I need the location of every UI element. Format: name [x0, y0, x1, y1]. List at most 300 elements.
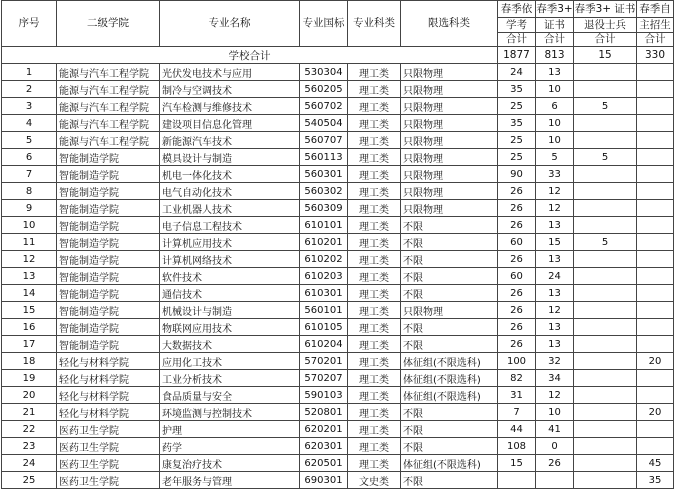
- cell-spring-self: [637, 98, 674, 115]
- cell-spring-vet: [574, 438, 637, 455]
- cell-category: 理工类: [348, 132, 401, 149]
- cell-code: 610301: [300, 285, 348, 302]
- cell-category: 理工类: [348, 387, 401, 404]
- cell-spring3: 33: [536, 166, 574, 183]
- cell-spring-exam: 7: [498, 404, 536, 421]
- cell-major: 计算机应用技术: [160, 234, 300, 251]
- cell-spring-vet: [574, 455, 637, 472]
- cell-spring-vet: [574, 268, 637, 285]
- cell-restriction: 不限: [401, 438, 498, 455]
- table-row: [2, 438, 674, 455]
- cell-spring-vet: [574, 166, 637, 183]
- table-row: [2, 115, 674, 132]
- total-label: 学校合计: [2, 47, 498, 64]
- cell-spring3: 10: [536, 115, 574, 132]
- table-row: [2, 353, 674, 370]
- table-row: [2, 166, 674, 183]
- cell-spring-exam: 25: [498, 132, 536, 149]
- cell-spring-vet: 5: [574, 234, 637, 251]
- cell-college: 轻化与材料学院: [57, 404, 160, 421]
- cell-category: 理工类: [348, 404, 401, 421]
- cell-no: 14: [2, 285, 57, 302]
- cell-college: 能源与汽车工程学院: [57, 115, 160, 132]
- cell-spring-exam: 60: [498, 234, 536, 251]
- cell-spring-exam: 26: [498, 319, 536, 336]
- cell-no: 4: [2, 115, 57, 132]
- cell-restriction: 只限物理: [401, 183, 498, 200]
- cell-code: 590103: [300, 387, 348, 404]
- cell-category: 理工类: [348, 81, 401, 98]
- cell-spring3: 13: [536, 64, 574, 81]
- table-row: [2, 404, 674, 421]
- cell-code: 610101: [300, 217, 348, 234]
- cell-spring3: 12: [536, 200, 574, 217]
- cell-major: 物联网应用技术: [160, 319, 300, 336]
- cell-college: 能源与汽车工程学院: [57, 98, 160, 115]
- cell-spring-self: 35: [637, 472, 674, 489]
- cell-spring3: 0: [536, 438, 574, 455]
- cell-code: 560113: [300, 149, 348, 166]
- cell-spring-vet: 5: [574, 149, 637, 166]
- cell-college: 智能制造学院: [57, 217, 160, 234]
- cell-category: 理工类: [348, 234, 401, 251]
- cell-spring-exam: 26: [498, 285, 536, 302]
- cell-spring-exam: 15: [498, 455, 536, 472]
- cell-restriction: 只限物理: [401, 115, 498, 132]
- cell-code: 570207: [300, 370, 348, 387]
- header-code: 专业国标: [300, 1, 348, 47]
- cell-spring3: 13: [536, 319, 574, 336]
- header-spring-exam-sum: 合计: [498, 33, 536, 47]
- header-spring-exam-line1: 春季依: [498, 1, 536, 18]
- cell-code: 620301: [300, 438, 348, 455]
- cell-spring-vet: [574, 302, 637, 319]
- cell-code: 560302: [300, 183, 348, 200]
- cell-category: 文史类: [348, 472, 401, 489]
- cell-spring-exam: 82: [498, 370, 536, 387]
- cell-spring3: 24: [536, 268, 574, 285]
- cell-restriction: 只限物理: [401, 302, 498, 319]
- cell-spring-self: [637, 217, 674, 234]
- cell-spring3: [536, 472, 574, 489]
- cell-college: 医药卫生学院: [57, 472, 160, 489]
- cell-restriction: 不限: [401, 217, 498, 234]
- cell-spring-exam: [498, 472, 536, 489]
- table-row: [2, 370, 674, 387]
- cell-restriction: 体征组(不限选科): [401, 353, 498, 370]
- header-spring-self-line1: 春季自: [637, 1, 674, 18]
- cell-spring3: 41: [536, 421, 574, 438]
- cell-spring-vet: [574, 370, 637, 387]
- cell-spring-self: [637, 234, 674, 251]
- cell-spring-exam: 26: [498, 302, 536, 319]
- cell-spring-self: [637, 387, 674, 404]
- cell-code: 690301: [300, 472, 348, 489]
- cell-major: 机电一体化技术: [160, 166, 300, 183]
- table-row: [2, 336, 674, 353]
- header-spring3-sum: 合计: [536, 33, 574, 47]
- cell-no: 22: [2, 421, 57, 438]
- header-major-name: 专业名称: [160, 1, 300, 47]
- cell-restriction: 只限物理: [401, 149, 498, 166]
- table-row: [2, 285, 674, 302]
- table-row: [2, 421, 674, 438]
- table-row: [2, 132, 674, 149]
- cell-restriction: 不限: [401, 404, 498, 421]
- cell-spring3: 15: [536, 234, 574, 251]
- cell-college: 智能制造学院: [57, 268, 160, 285]
- cell-spring-exam: 26: [498, 336, 536, 353]
- cell-code: 560301: [300, 166, 348, 183]
- table-row: [2, 234, 674, 251]
- cell-restriction: 不限: [401, 285, 498, 302]
- cell-spring-self: [637, 183, 674, 200]
- cell-spring3: 34: [536, 370, 574, 387]
- header-spring-exam-line2: 学考: [498, 18, 536, 33]
- cell-spring3: 13: [536, 251, 574, 268]
- cell-restriction: 不限: [401, 319, 498, 336]
- cell-category: 理工类: [348, 302, 401, 319]
- cell-spring-exam: 44: [498, 421, 536, 438]
- cell-spring-vet: [574, 251, 637, 268]
- cell-college: 能源与汽车工程学院: [57, 132, 160, 149]
- cell-spring-exam: 25: [498, 149, 536, 166]
- cell-spring-vet: [574, 421, 637, 438]
- cell-no: 25: [2, 472, 57, 489]
- cell-spring-vet: [574, 200, 637, 217]
- cell-no: 3: [2, 98, 57, 115]
- cell-restriction: 体征组(不限选科): [401, 455, 498, 472]
- cell-college: 智能制造学院: [57, 302, 160, 319]
- cell-college: 智能制造学院: [57, 183, 160, 200]
- cell-restriction: 只限物理: [401, 98, 498, 115]
- cell-spring-vet: [574, 64, 637, 81]
- cell-restriction: 体征组(不限选科): [401, 387, 498, 404]
- cell-spring-exam: 35: [498, 81, 536, 98]
- cell-code: 560101: [300, 302, 348, 319]
- cell-restriction: 不限: [401, 336, 498, 353]
- cell-category: 理工类: [348, 166, 401, 183]
- cell-no: 18: [2, 353, 57, 370]
- cell-no: 23: [2, 438, 57, 455]
- cell-major: 电气自动化技术: [160, 183, 300, 200]
- table-row: [2, 64, 674, 81]
- cell-spring-self: [637, 268, 674, 285]
- table-row: [2, 149, 674, 166]
- cell-no: 11: [2, 234, 57, 251]
- cell-no: 12: [2, 251, 57, 268]
- table-row: [2, 268, 674, 285]
- cell-category: 理工类: [348, 421, 401, 438]
- cell-spring-self: [637, 302, 674, 319]
- cell-no: 5: [2, 132, 57, 149]
- cell-major: 新能源汽车技术: [160, 132, 300, 149]
- cell-spring3: 10: [536, 132, 574, 149]
- cell-restriction: 不限: [401, 268, 498, 285]
- header-spring-vet-sum: 合计: [574, 33, 637, 47]
- cell-spring3: 13: [536, 336, 574, 353]
- cell-no: 16: [2, 319, 57, 336]
- cell-code: 610201: [300, 234, 348, 251]
- header-college: 二级学院: [57, 1, 160, 47]
- cell-no: 19: [2, 370, 57, 387]
- header-spring-vet-line2: 退役士兵: [574, 18, 637, 33]
- cell-no: 20: [2, 387, 57, 404]
- table-row: [2, 217, 674, 234]
- cell-no: 24: [2, 455, 57, 472]
- cell-major: 汽车检测与维修技术: [160, 98, 300, 115]
- header-no: 序号: [2, 1, 57, 47]
- table-row: [2, 200, 674, 217]
- cell-restriction: 不限: [401, 234, 498, 251]
- cell-spring-exam: 24: [498, 64, 536, 81]
- cell-spring-vet: [574, 285, 637, 302]
- cell-spring3: 6: [536, 98, 574, 115]
- cell-college: 智能制造学院: [57, 166, 160, 183]
- header-category: 专业科类: [348, 1, 401, 47]
- cell-no: 8: [2, 183, 57, 200]
- cell-spring-self: [637, 285, 674, 302]
- cell-college: 医药卫生学院: [57, 455, 160, 472]
- cell-spring3: 10: [536, 81, 574, 98]
- cell-college: 轻化与材料学院: [57, 353, 160, 370]
- cell-major: 计算机网络技术: [160, 251, 300, 268]
- cell-no: 13: [2, 268, 57, 285]
- cell-spring-self: [637, 336, 674, 353]
- cell-spring3: 5: [536, 149, 574, 166]
- cell-category: 理工类: [348, 353, 401, 370]
- cell-major: 机械设计与制造: [160, 302, 300, 319]
- cell-spring-self: [637, 149, 674, 166]
- cell-spring-exam: 25: [498, 98, 536, 115]
- cell-spring3: 12: [536, 183, 574, 200]
- cell-spring-self: [637, 200, 674, 217]
- cell-code: 540504: [300, 115, 348, 132]
- cell-category: 理工类: [348, 149, 401, 166]
- cell-spring-vet: [574, 319, 637, 336]
- cell-category: 理工类: [348, 370, 401, 387]
- cell-no: 9: [2, 200, 57, 217]
- cell-major: 老年服务与管理: [160, 472, 300, 489]
- table-header: [2, 1, 674, 47]
- cell-spring-exam: 26: [498, 251, 536, 268]
- cell-spring3: 13: [536, 285, 574, 302]
- cell-spring-vet: [574, 404, 637, 421]
- cell-spring-exam: 60: [498, 268, 536, 285]
- table-row: [2, 98, 674, 115]
- cell-spring-self: 20: [637, 353, 674, 370]
- cell-college: 能源与汽车工程学院: [57, 81, 160, 98]
- cell-restriction: 只限物理: [401, 166, 498, 183]
- cell-code: 570201: [300, 353, 348, 370]
- cell-code: 620201: [300, 421, 348, 438]
- cell-major: 药学: [160, 438, 300, 455]
- cell-college: 智能制造学院: [57, 200, 160, 217]
- table-row: [2, 183, 674, 200]
- cell-spring-self: [637, 64, 674, 81]
- cell-major: 环境监测与控制技术: [160, 404, 300, 421]
- cell-restriction: 只限物理: [401, 200, 498, 217]
- cell-major: 康复治疗技术: [160, 455, 300, 472]
- cell-category: 理工类: [348, 251, 401, 268]
- cell-restriction: 体征组(不限选科): [401, 370, 498, 387]
- cell-spring-self: [637, 251, 674, 268]
- table-row: [2, 251, 674, 268]
- cell-spring-vet: [574, 183, 637, 200]
- cell-spring-self: [637, 319, 674, 336]
- cell-spring3: 10: [536, 404, 574, 421]
- cell-spring-exam: 90: [498, 166, 536, 183]
- cell-major: 软件技术: [160, 268, 300, 285]
- cell-college: 智能制造学院: [57, 319, 160, 336]
- header-spring3-line2: 证书: [536, 18, 574, 33]
- cell-restriction: 只限物理: [401, 64, 498, 81]
- cell-spring-vet: [574, 115, 637, 132]
- cell-restriction: 只限物理: [401, 132, 498, 149]
- cell-spring3: 12: [536, 387, 574, 404]
- cell-spring-self: [637, 132, 674, 149]
- cell-spring-self: [637, 115, 674, 132]
- cell-no: 17: [2, 336, 57, 353]
- cell-spring-vet: 5: [574, 98, 637, 115]
- cell-code: 610105: [300, 319, 348, 336]
- cell-category: 理工类: [348, 98, 401, 115]
- cell-category: 理工类: [348, 64, 401, 81]
- cell-major: 应用化工技术: [160, 353, 300, 370]
- cell-no: 21: [2, 404, 57, 421]
- cell-major: 光伏发电技术与应用: [160, 64, 300, 81]
- cell-no: 1: [2, 64, 57, 81]
- cell-spring-self: [637, 421, 674, 438]
- header-spring-vet-line1: 春季3+ 证书: [574, 1, 637, 18]
- cell-spring-vet: [574, 217, 637, 234]
- cell-college: 医药卫生学院: [57, 421, 160, 438]
- total-row: [2, 47, 674, 64]
- cell-code: 530304: [300, 64, 348, 81]
- cell-no: 2: [2, 81, 57, 98]
- cell-category: 理工类: [348, 319, 401, 336]
- table-row: [2, 302, 674, 319]
- cell-spring-vet: [574, 387, 637, 404]
- cell-spring3: 32: [536, 353, 574, 370]
- total-spring-self: 330: [637, 47, 674, 64]
- cell-major: 建设项目信息化管理: [160, 115, 300, 132]
- cell-major: 电子信息工程技术: [160, 217, 300, 234]
- cell-code: 610203: [300, 268, 348, 285]
- cell-code: 520801: [300, 404, 348, 421]
- table-row: [2, 81, 674, 98]
- cell-spring-exam: 26: [498, 183, 536, 200]
- cell-spring-self: [637, 166, 674, 183]
- cell-college: 智能制造学院: [57, 285, 160, 302]
- cell-college: 医药卫生学院: [57, 438, 160, 455]
- total-spring-vet: 15: [574, 47, 637, 64]
- cell-restriction: 不限: [401, 421, 498, 438]
- header-spring-self-line2: 主招生: [637, 18, 674, 33]
- cell-spring3: 12: [536, 302, 574, 319]
- cell-major: 模具设计与制造: [160, 149, 300, 166]
- cell-college: 能源与汽车工程学院: [57, 64, 160, 81]
- total-spring3: 813: [536, 47, 574, 64]
- cell-major: 食品质量与安全: [160, 387, 300, 404]
- cell-college: 智能制造学院: [57, 336, 160, 353]
- cell-category: 理工类: [348, 336, 401, 353]
- cell-college: 智能制造学院: [57, 234, 160, 251]
- cell-spring-exam: 31: [498, 387, 536, 404]
- cell-college: 轻化与材料学院: [57, 370, 160, 387]
- cell-code: 560205: [300, 81, 348, 98]
- cell-code: 560309: [300, 200, 348, 217]
- table-row: [2, 319, 674, 336]
- cell-major: 大数据技术: [160, 336, 300, 353]
- cell-spring-vet: [574, 336, 637, 353]
- cell-category: 理工类: [348, 285, 401, 302]
- cell-code: 560702: [300, 98, 348, 115]
- cell-major: 工业机器人技术: [160, 200, 300, 217]
- cell-no: 7: [2, 166, 57, 183]
- cell-restriction: 不限: [401, 472, 498, 489]
- cell-major: 护理: [160, 421, 300, 438]
- cell-spring-exam: 100: [498, 353, 536, 370]
- cell-spring-self: [637, 370, 674, 387]
- cell-code: 610202: [300, 251, 348, 268]
- cell-spring-self: 20: [637, 404, 674, 421]
- cell-spring-vet: [574, 353, 637, 370]
- cell-category: 理工类: [348, 183, 401, 200]
- cell-spring-self: [637, 81, 674, 98]
- cell-spring3: 13: [536, 217, 574, 234]
- cell-spring-exam: 108: [498, 438, 536, 455]
- header-spring3-line1: 春季3+: [536, 1, 574, 18]
- cell-spring3: 26: [536, 455, 574, 472]
- cell-major: 制冷与空调技术: [160, 81, 300, 98]
- table-row: [2, 472, 674, 489]
- cell-category: 理工类: [348, 455, 401, 472]
- cell-code: 560707: [300, 132, 348, 149]
- cell-category: 理工类: [348, 268, 401, 285]
- cell-major: 通信技术: [160, 285, 300, 302]
- cell-spring-self: [637, 438, 674, 455]
- cell-code: 610204: [300, 336, 348, 353]
- cell-spring-vet: [574, 472, 637, 489]
- cell-college: 轻化与材料学院: [57, 387, 160, 404]
- table-body: [2, 47, 674, 489]
- cell-no: 15: [2, 302, 57, 319]
- header-spring-self-sum: 合计: [637, 33, 674, 47]
- enrollment-plan-table: [1, 0, 674, 489]
- cell-spring-exam: 26: [498, 200, 536, 217]
- cell-category: 理工类: [348, 115, 401, 132]
- total-spring-exam: 1877: [498, 47, 536, 64]
- cell-spring-vet: [574, 81, 637, 98]
- table-row: [2, 387, 674, 404]
- cell-spring-self: 45: [637, 455, 674, 472]
- cell-spring-exam: 35: [498, 115, 536, 132]
- header-restriction: 限选科类: [401, 1, 498, 47]
- cell-no: 6: [2, 149, 57, 166]
- cell-spring-exam: 26: [498, 217, 536, 234]
- cell-category: 理工类: [348, 438, 401, 455]
- cell-restriction: 只限物理: [401, 81, 498, 98]
- cell-college: 智能制造学院: [57, 149, 160, 166]
- cell-category: 理工类: [348, 200, 401, 217]
- table-row: [2, 455, 674, 472]
- cell-no: 10: [2, 217, 57, 234]
- cell-major: 工业分析技术: [160, 370, 300, 387]
- cell-restriction: 不限: [401, 251, 498, 268]
- cell-college: 智能制造学院: [57, 251, 160, 268]
- cell-code: 620501: [300, 455, 348, 472]
